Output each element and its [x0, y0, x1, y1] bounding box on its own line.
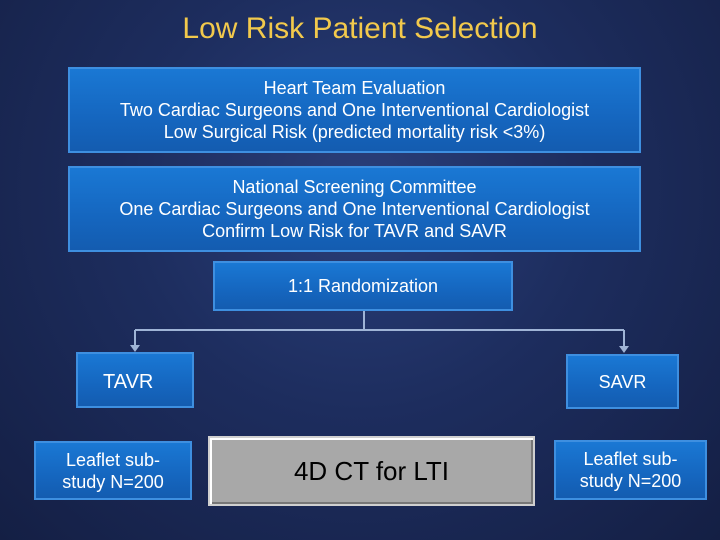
ct-lti-box [208, 436, 535, 506]
arrow-to-savr [619, 346, 629, 353]
leaflet-tavr-line2: study N=200 [62, 471, 164, 492]
tavr-label: TAVR [103, 371, 154, 393]
screening-members: One Cardiac Surgeons and One Interventional Cardiologist [119, 199, 590, 219]
leaflet-savr-line2: study N=200 [579, 471, 682, 491]
savr-box [566, 354, 679, 409]
heart-team-criteria: Low Surgical Risk (predicted mortality risk <3%) [163, 122, 546, 142]
slide-title: Low Risk Patient Selection [182, 12, 538, 45]
leaflet-substudy-tavr-box [34, 441, 192, 500]
ct-lti-label: 4D CT for LTI [293, 456, 450, 486]
screening-criteria: Confirm Low Risk for TAVR and SAVR [202, 221, 507, 241]
arrow-to-tavr [130, 345, 140, 352]
leaflet-savr-line1: Leaflet sub- [583, 449, 678, 469]
screening-heading: National Screening Committee [232, 177, 477, 197]
heart-team-heading: Heart Team Evaluation [263, 78, 446, 98]
leaflet-tavr-line1: Leaflet sub- [65, 449, 161, 470]
heart-team-members: Two Cardiac Surgeons and One Interventional Cardiologist [119, 100, 590, 120]
savr-label: SAVR [598, 371, 647, 392]
leaflet-substudy-savr-box [554, 440, 707, 500]
randomization-label: 1:1 Randomization [287, 276, 439, 296]
tavr-box [76, 352, 194, 408]
